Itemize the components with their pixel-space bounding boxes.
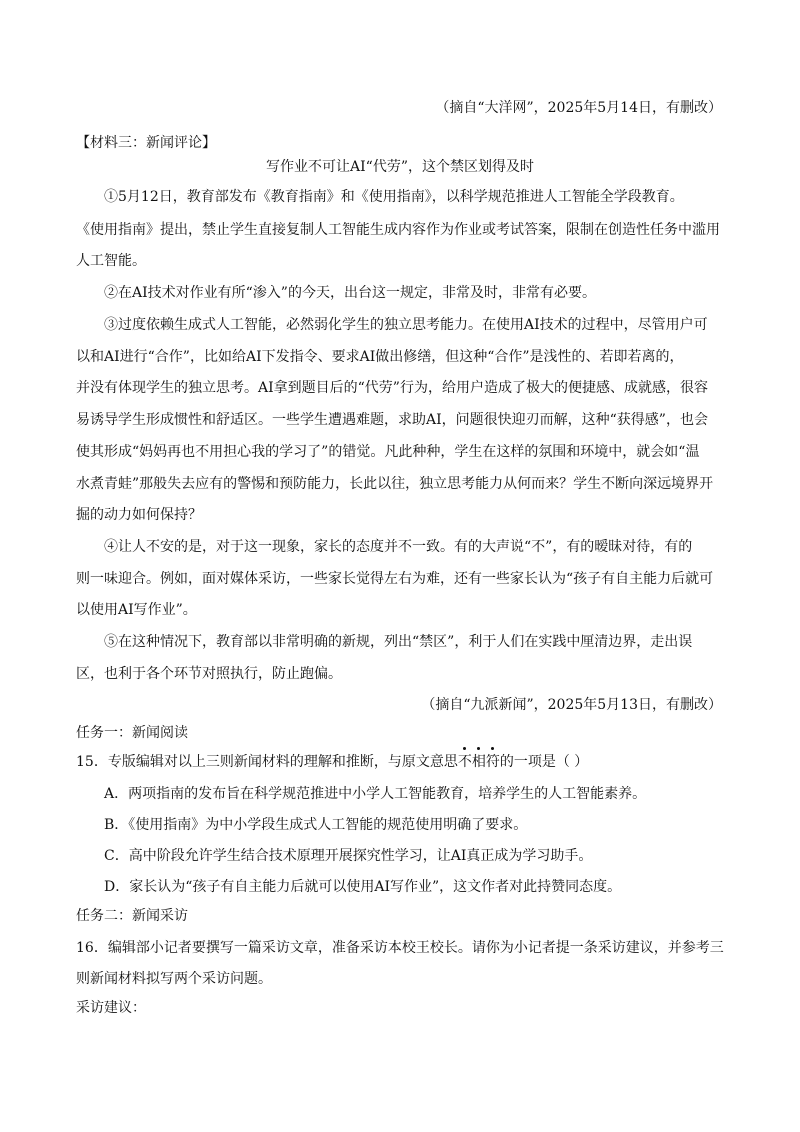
paragraph-line: ②在AI技术对作业有所“渗入”的今天，出台这一规定，非常及时，非常有必要。 bbox=[104, 285, 596, 301]
paragraph-line: 人工智能。 bbox=[76, 253, 146, 269]
question-16-line-2: 则新闻材料拟写两个采访问题。 bbox=[76, 971, 272, 987]
paragraph-line: 并没有体现学生的独立思考。AI拿到题目后的“代劳”行为，给用户造成了极大的便捷感、成就感，很容 bbox=[76, 380, 708, 396]
emphasis-char: 符 bbox=[485, 754, 500, 770]
option-c: C．高中阶段允许学生结合技术原理开展探究性学习，让AI真正成为学习助手。 bbox=[104, 848, 593, 864]
task-1-label: 任务一：新闻阅读 bbox=[76, 725, 188, 741]
question-15-emphasis bbox=[458, 754, 500, 770]
emphasis-dotted-text bbox=[458, 754, 500, 770]
interview-suggestion-label: 采访建议： bbox=[76, 1000, 146, 1016]
paragraph-line: 使其形成“妈妈再也不用担心我的学习了”的错觉。凡此种种，学生在这样的氛围和环境中，就会如“温 bbox=[76, 444, 700, 460]
option-a: A．两项指南的发布旨在科学规范推进中小学人工智能教育，培养学生的人工智能素养。 bbox=[104, 786, 647, 802]
option-b: B．《使用指南》为中小学段生成式人工智能的规范使用明确了要求。 bbox=[104, 817, 528, 833]
paragraph-line: 区，也利于各个环节对照执行，防止跑偏。 bbox=[76, 666, 342, 682]
paragraph-line: ④让人不安的是，对于这一现象，家长的态度并不一致。有的大声说“不”，有的暧昧对待，有的 bbox=[104, 539, 693, 555]
question-15 bbox=[76, 752, 588, 772]
question-15-suffix: 的一项是（ ） bbox=[499, 754, 589, 770]
material-3-header: 【材料三：新闻评论】 bbox=[76, 135, 216, 151]
paragraph-line: 以和AI进行“合作”，比如给AI下发指令、要求AI做出修缮，但这种“合作”是浅性的、若即若离的， bbox=[76, 349, 684, 365]
source-citation-3: （摘自“九派新闻”，2025年5月13日，有删改） bbox=[421, 697, 722, 713]
option-d: D．家长认为“孩子有自主能力后就可以使用AI写作业”，这文作者对此持赞同态度。 bbox=[104, 879, 622, 895]
article-title: 写作业不可让AI“代劳”，这个禁区划得及时 bbox=[266, 159, 534, 175]
source-citation-1: （摘自“大洋网”，2025年5月14日，有删改） bbox=[435, 100, 722, 116]
task-2-label: 任务二：新闻采访 bbox=[76, 908, 188, 924]
emphasis-char: 相 bbox=[471, 754, 486, 770]
paragraph-line: 易诱导学生形成惯性和舒适区。一些学生遭遇难题，求助AI，问题很快迎刃而解，这种“获得感”，也会 bbox=[76, 412, 708, 428]
paragraph-line: 则一味迎合。例如，面对媒体采访，一些家长觉得左右为难，还有一些家长认为“孩子有自主能力后就可 bbox=[76, 571, 714, 587]
question-15-prefix: 15．专版编辑对以上三则新闻材料的理解和推断，与原文意思 bbox=[76, 754, 458, 770]
paragraph-line: ③过度依赖生成式人工智能，必然弱化学生的独立思考能力。在使用AI技术的过程中，尽管用户可 bbox=[104, 317, 708, 333]
paragraph-line: ①5月12日，教育部发布《教育指南》和《使用指南》，以科学规范推进人工智能全学段教育。 bbox=[104, 189, 684, 205]
question-16-line-1: 16．编辑部小记者要撰写一篇采访文章，准备采访本校王校长。请你为小记者提一条采访建议，并参考三 bbox=[76, 940, 724, 956]
paragraph-line: 《使用指南》提出，禁止学生直接复制人工智能生成内容作为作业或考试答案，限制在创造性任务中滥用 bbox=[76, 222, 720, 238]
paragraph-line: 以使用AI写作业”。 bbox=[76, 602, 197, 618]
emphasis-char: 不 bbox=[457, 754, 472, 770]
paragraph-line: 掘的动力如何保持？ bbox=[76, 507, 202, 523]
paragraph-line: ⑤在这种情况下，教育部以非常明确的新规，列出“禁区”，利于人们在实践中厘清边界，走出误 bbox=[104, 634, 693, 650]
paragraph-line: 水煮青蛙”那般失去应有的警惕和预防能力，长此以往，独立思考能力从何而来？学生不断向深远境界开 bbox=[76, 476, 714, 492]
